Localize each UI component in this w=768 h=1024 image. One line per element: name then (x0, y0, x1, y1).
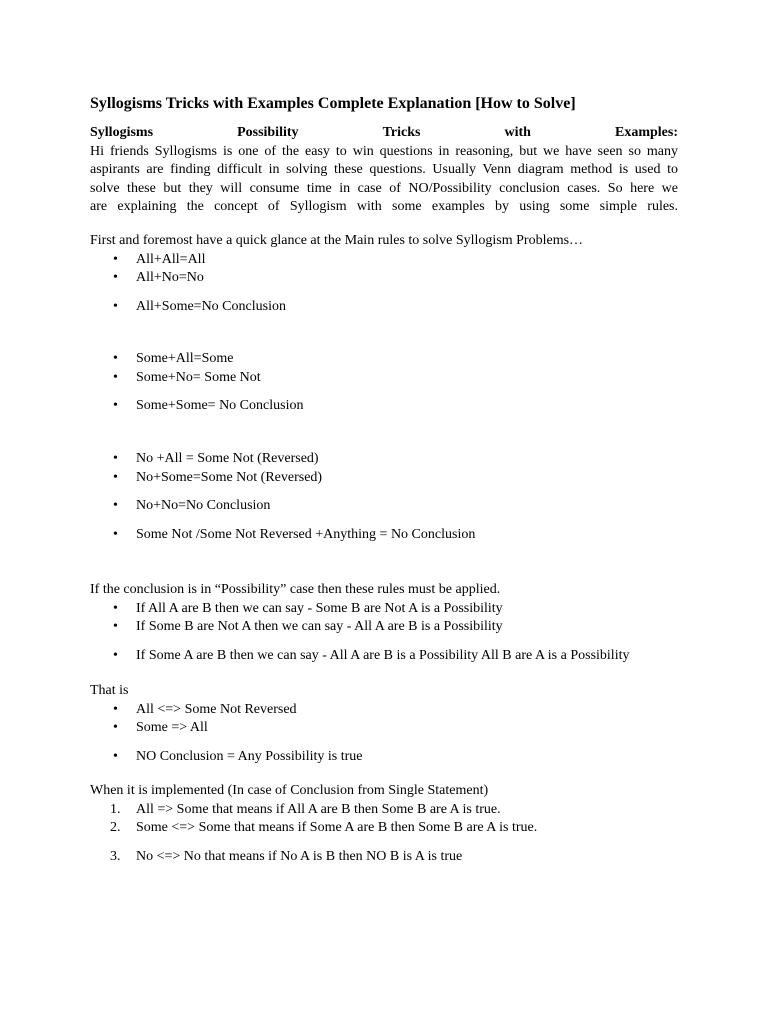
possibility-lead: If the conclusion is in “Possibility” case then these rules must be applied. (90, 582, 501, 597)
list-number: 2. (110, 820, 121, 835)
that-is-lead: That is (90, 683, 129, 698)
list-item: • All+No=No (90, 269, 690, 288)
bullet-icon: • (113, 748, 118, 764)
intro-line: aspirants are finding difficult in solving these questions. Usually Venn diagram method is used to (90, 162, 678, 177)
bullet-icon: • (113, 701, 118, 717)
list-item: • Some => All (90, 719, 690, 738)
intro-line: solve these but they will consume time in case of NO/Possibility conclusion cases. So here we (90, 180, 678, 196)
list-item: • If Some B are Not A then we can say - All A are B is a Possibility (90, 618, 690, 637)
list-item: • All+All=All (90, 251, 690, 270)
main-rules-lead: First and foremost have a quick glance at the Main rules to solve Syllogism Problems… (90, 233, 584, 248)
bullet-icon: • (113, 600, 118, 616)
bullet-icon: • (113, 369, 118, 385)
bullet-icon: • (113, 451, 118, 466)
bullet-icon: • (113, 526, 118, 542)
main-rules-section (90, 232, 690, 316)
list-item: 2. Some <=> Some that means if Some A are B then Some B are A is true. (90, 819, 690, 838)
list-item: • Some+All=Some (90, 350, 690, 369)
list-item: • NO Conclusion = Any Possibility is true (90, 748, 690, 767)
intro-line: are explaining the concept of Syllogism with some examples by using some simple rules. (90, 199, 678, 214)
bullet-icon: • (113, 647, 118, 663)
bullet-icon: • (113, 298, 118, 314)
list-item: • No +All = Some Not (Reversed) (90, 450, 690, 469)
subheading-word: with (504, 125, 531, 140)
implemented-lead: When it is implemented (In case of Conclusion from Single Statement) (90, 783, 489, 798)
rules-group-all (90, 251, 690, 317)
list-item: • Some+No= Some Not (90, 369, 690, 388)
document-title: Syllogisms Tricks with Examples Complete Explanation [How to Solve] (90, 95, 576, 112)
subheading-word: Possibility (237, 125, 299, 140)
intro-subheading (90, 124, 678, 143)
list-item: 1. All => Some that means if All A are B then Some B are A is true. (90, 801, 690, 820)
list-item: • If Some A are B then we can say - All A are B is a Possibility All B are A is a Possibility (90, 647, 690, 666)
bullet-icon: • (113, 398, 118, 413)
bullet-icon: • (113, 498, 118, 513)
rules-group-some (90, 350, 690, 416)
list-item: • All+Some=No Conclusion (90, 298, 690, 317)
subheading-word: Syllogisms (90, 125, 154, 140)
possibility-section (90, 581, 690, 665)
bullet-icon: • (113, 619, 118, 634)
bullet-icon: • (113, 270, 118, 285)
that-is-section (90, 682, 690, 766)
list-item: • No+No=No Conclusion (90, 497, 690, 516)
bullet-icon: • (113, 720, 118, 735)
list-item: • If All A are B then we can say - Some B are Not A is a Possibility (90, 600, 690, 619)
bullet-icon: • (113, 351, 118, 366)
subheading-word: Tricks (382, 125, 421, 140)
bullet-icon: • (113, 469, 118, 485)
list-item: • No+Some=Some Not (Reversed) (90, 469, 690, 488)
subheading-word: Examples: (614, 125, 678, 140)
list-item: • All <=> Some Not Reversed (90, 701, 690, 720)
list-item: 3. No <=> No that means if No A is B then NO B is A is true (90, 848, 690, 867)
list-item: • Some+Some= No Conclusion (90, 397, 690, 416)
intro-line: Hi friends Syllogisms is one of the easy to win questions in reasoning, but we have seen so many (90, 143, 678, 159)
bullet-icon: • (113, 251, 118, 267)
list-number: 3. (110, 848, 121, 864)
intro-section (90, 124, 678, 217)
list-number: 1. (110, 801, 121, 817)
rules-group-no (90, 450, 690, 544)
list-item: • Some Not /Some Not Reversed +Anything = No Conclusion (90, 526, 690, 545)
implemented-section (90, 782, 690, 866)
